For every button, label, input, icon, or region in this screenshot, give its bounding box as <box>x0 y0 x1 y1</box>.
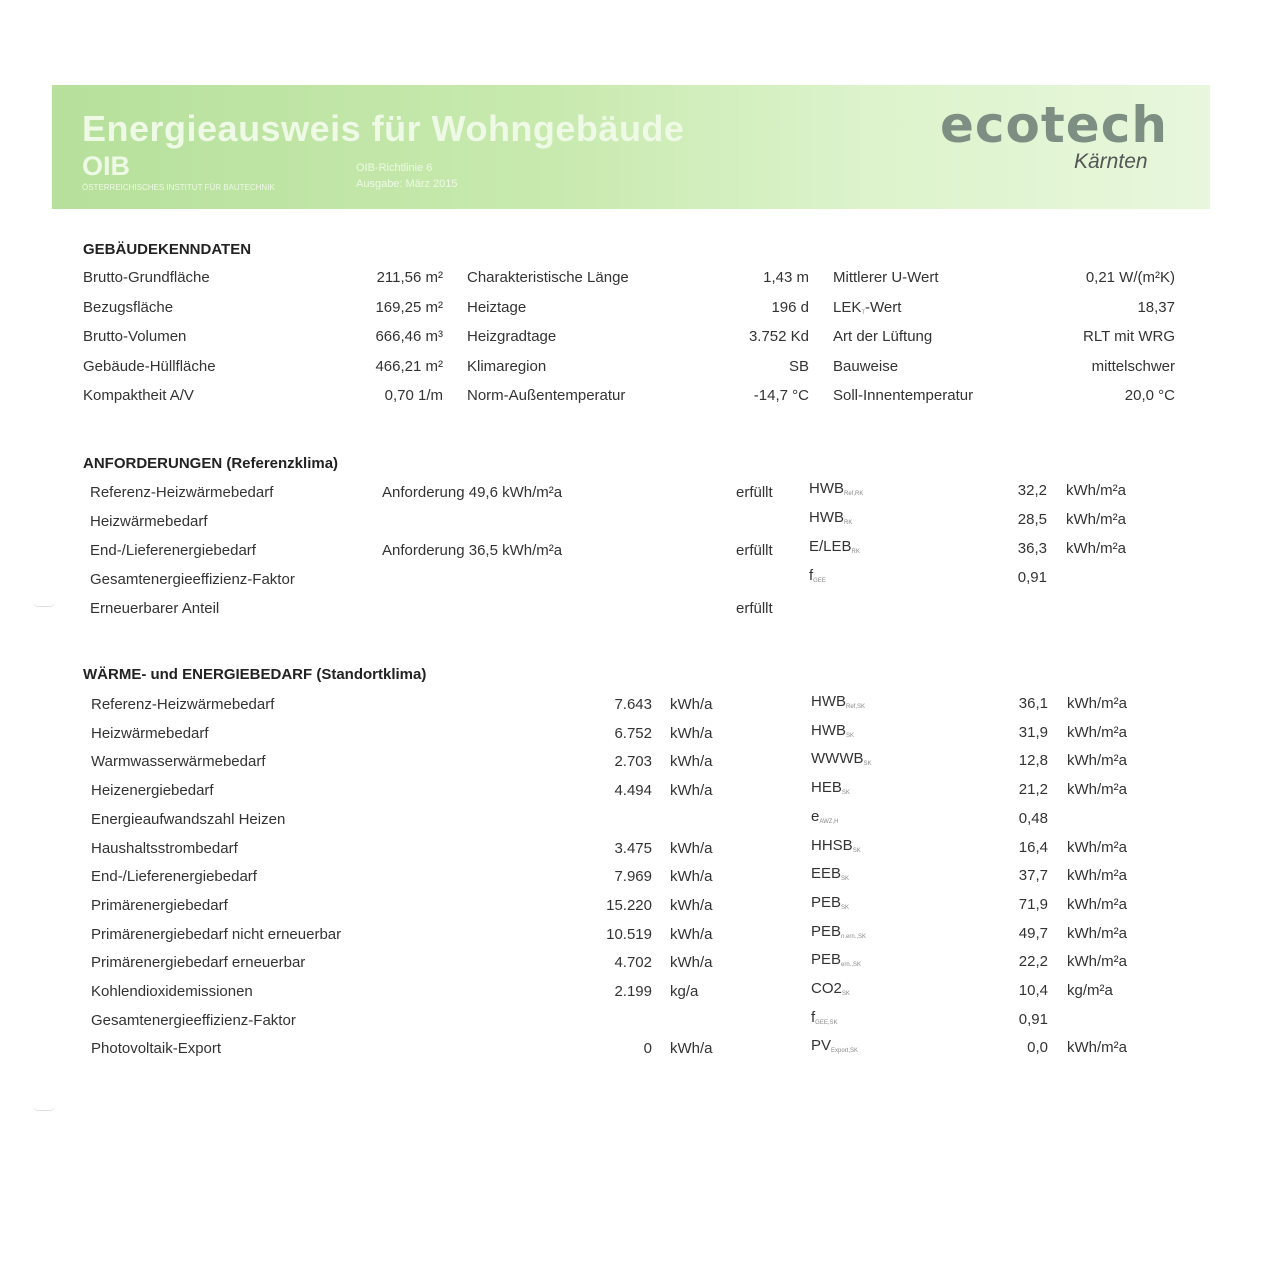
energy-symbol: $WWWB_{SK}$ <box>811 750 872 768</box>
energy-label: Warmwasserwärmebedarf <box>91 753 266 771</box>
energy-specific-unit: kWh/m²a <box>1067 838 1127 856</box>
energy-absolute-value: 7.969 <box>614 868 652 886</box>
requirement-label: Erneuerbarer Anteil <box>90 600 220 617</box>
building-label: Brutto-Volumen <box>83 328 187 345</box>
requirement-limit: Anforderung 36,5 kWh/m²a <box>382 542 563 559</box>
energy-specific-value: 10,4 <box>1018 982 1048 999</box>
energy-label: End-/Lieferenergiebedarf <box>91 868 257 886</box>
building-label: Norm-Außentemperatur <box>467 387 626 404</box>
section-heading-gebaeudekenndaten: GEBÄUDEKENNDATEN <box>83 241 252 258</box>
energy-absolute-value: 7.643 <box>614 696 652 713</box>
energy-symbol: $HWB_{Ref,SK}$ <box>811 693 866 710</box>
energy-label: Primärenergiebedarf nicht erneuerbar <box>91 925 342 943</box>
energy-specific-unit: kWh/m²a <box>1067 1039 1127 1057</box>
energy-specific-value: 0,91 <box>1018 1010 1048 1028</box>
edition-label: Ausgabe: März 2015 <box>356 178 458 190</box>
energy-symbol: $EEB_{SK}$ <box>811 865 850 883</box>
energy-specific-value: 22,2 <box>1018 953 1048 971</box>
energy-absolute-value: 15.220 <box>606 896 652 914</box>
requirement-status: erfüllt <box>736 542 773 559</box>
requirement-value: 0,91 <box>1017 569 1047 586</box>
energy-label: Heizenergiebedarf <box>91 782 214 800</box>
requirement-symbol: $f_{GEE}$ <box>809 567 826 584</box>
energy-label: Referenz-Heizwärmebedarf <box>91 696 275 713</box>
energy-symbol: $e_{AWZ,H}$ <box>811 807 839 825</box>
requirement-symbol: $E/LEB_{RK}$ <box>809 538 860 555</box>
energy-specific-unit: kWh/m²a <box>1067 924 1127 942</box>
energy-symbol: $CO2_{SK}$ <box>811 980 850 997</box>
energy-specific-unit: kWh/m²a <box>1067 895 1127 913</box>
requirement-symbol: $HWB_{Ref,RK}$ <box>809 480 864 497</box>
requirement-label: Heizwärmebedarf <box>90 513 208 530</box>
energy-specific-unit: kWh/m²a <box>1067 953 1127 971</box>
energy-absolute-unit: kg/a <box>670 983 699 1000</box>
building-value: 18,37 <box>1137 298 1175 316</box>
building-value: mittelschwer <box>1091 357 1175 375</box>
energy-label: Energieaufwandszahl Heizen <box>91 810 286 828</box>
requirement-value: 36,3 <box>1017 540 1047 557</box>
energy-absolute-value: 2.703 <box>614 753 652 771</box>
energy-specific-unit: kWh/m²a <box>1067 752 1127 770</box>
requirement-symbol: $HWB_{RK}$ <box>809 509 853 526</box>
requirement-value: 32,2 <box>1017 482 1047 499</box>
energy-specific-unit: kWh/m²a <box>1067 781 1127 799</box>
energy-absolute-unit: kWh/a <box>670 1040 713 1058</box>
document-title: Energieausweis für Wohngebäude <box>82 108 685 149</box>
energy-label: Gesamtenergieeffizienz-Faktor <box>91 1011 296 1029</box>
energy-absolute-unit: kWh/a <box>670 696 713 713</box>
energy-symbol: $HHSB_{SK}$ <box>811 836 861 854</box>
building-label: Mittlerer U-Wert <box>833 269 939 286</box>
energy-absolute-unit: kWh/a <box>670 839 713 857</box>
energy-specific-value: 49,7 <box>1018 924 1048 942</box>
energy-absolute-value: 10.519 <box>606 925 652 943</box>
requirement-limit: Anforderung 49,6 kWh/m²a <box>382 484 563 501</box>
energy-specific-value: 21,2 <box>1018 781 1048 799</box>
building-label: $LEK_T$-Wert <box>833 298 902 316</box>
energy-absolute-unit: kWh/a <box>670 954 713 972</box>
building-value: 1,43 m <box>763 269 809 286</box>
energy-symbol: $PV_{Export,SK}$ <box>811 1037 859 1055</box>
building-label: Soll-Innentemperatur <box>833 387 974 404</box>
energy-absolute-value: 0 <box>643 1040 652 1058</box>
energy-specific-value: 31,9 <box>1018 723 1048 741</box>
energy-absolute-value: 4.494 <box>614 782 652 800</box>
requirement-status: erfüllt <box>736 484 773 501</box>
energy-specific-value: 0,0 <box>1027 1039 1048 1057</box>
requirement-unit: kWh/m²a <box>1066 511 1126 528</box>
building-label: Brutto-Grundfläche <box>83 269 210 286</box>
energy-absolute-value: 3.475 <box>614 839 652 857</box>
energy-absolute-unit: kWh/a <box>670 724 713 742</box>
energy-symbol: $PEB_{SK}$ <box>811 893 850 911</box>
building-value: 20,0 °C <box>1124 387 1175 404</box>
punch-hole-mark <box>32 1104 56 1111</box>
building-label: Heiztage <box>467 298 527 316</box>
energy-label: Kohlendioxidemissionen <box>91 983 253 1000</box>
requirement-label: End-/Lieferenergiebedarf <box>90 542 256 559</box>
section-heading-waerme-energiebedarf: WÄRME- und ENERGIEBEDARF (Standortklima) <box>83 666 427 683</box>
requirement-label: Referenz-Heizwärmebedarf <box>90 484 274 501</box>
ecotech-logo: ecotech <box>940 96 1168 154</box>
building-label: Art der Lüftung <box>833 328 933 345</box>
building-label: Heizgradtage <box>467 328 557 345</box>
energy-specific-value: 0,48 <box>1018 809 1048 827</box>
building-value: RLT mit WRG <box>1083 328 1175 345</box>
energy-specific-value: 71,9 <box>1018 895 1048 913</box>
building-value: -14,7 °C <box>753 387 809 404</box>
energy-label: Haushaltsstrombedarf <box>91 839 238 857</box>
oib-subtitle: ÖSTERREICHISCHES INSTITUT FÜR BAUTECHNIK <box>82 183 275 192</box>
energy-symbol: $PEB_{n.ern.,SK}$ <box>811 922 867 940</box>
energy-absolute-value: 2.199 <box>614 983 652 1000</box>
energy-specific-value: 37,7 <box>1018 867 1048 885</box>
requirement-unit: kWh/m²a <box>1066 482 1126 499</box>
building-label: Charakteristische Länge <box>467 269 629 286</box>
energy-specific-value: 16,4 <box>1018 838 1048 856</box>
guideline-label: OIB-Richtlinie 6 <box>356 162 433 174</box>
building-value: 666,46 m³ <box>375 328 443 345</box>
building-value: 466,21 m² <box>375 357 443 375</box>
energy-absolute-value: 4.702 <box>614 954 652 972</box>
energy-symbol: $HWB_{SK}$ <box>811 721 855 739</box>
building-label: Kompaktheit A/V <box>83 387 194 404</box>
energy-symbol: $HEB_{SK}$ <box>811 779 850 797</box>
energy-symbol: $PEB_{ern.,SK}$ <box>811 951 862 969</box>
requirement-value: 28,5 <box>1017 511 1047 528</box>
section-heading-anforderungen: ANFORDERUNGEN (Referenzklima) <box>83 455 339 472</box>
building-value: 169,25 m² <box>375 298 443 316</box>
building-value: SB <box>788 357 809 375</box>
oib-label: OIB <box>82 151 131 181</box>
requirement-status: erfüllt <box>736 600 773 617</box>
requirement-unit: kWh/m²a <box>1066 540 1126 557</box>
energy-specific-unit: kWh/m²a <box>1067 867 1127 885</box>
building-value: 0,21 W/(m²K) <box>1085 269 1175 286</box>
energy-label: Primärenergiebedarf <box>91 896 228 914</box>
building-label: Gebäude-Hüllfläche <box>83 357 216 375</box>
energy-specific-unit: kg/m²a <box>1067 982 1113 999</box>
energy-label: Heizwärmebedarf <box>91 724 209 742</box>
building-value: 3.752 Kd <box>748 328 809 345</box>
building-value: 196 d <box>771 298 809 316</box>
energy-absolute-unit: kWh/a <box>670 753 713 771</box>
building-label: Klimaregion <box>467 357 547 375</box>
energy-specific-value: 12,8 <box>1018 752 1048 770</box>
energy-absolute-unit: kWh/a <box>670 782 713 800</box>
energy-specific-value: 36,1 <box>1018 695 1048 712</box>
requirement-label: Gesamtenergieeffizienz-Faktor <box>90 571 295 588</box>
energy-label: Primärenergiebedarf erneuerbar <box>91 954 306 972</box>
energy-specific-unit: kWh/m²a <box>1067 695 1127 712</box>
energy-absolute-value: 6.752 <box>614 724 652 742</box>
energy-specific-unit: kWh/m²a <box>1067 723 1127 741</box>
punch-hole-mark <box>32 600 56 607</box>
energy-absolute-unit: kWh/a <box>670 896 713 914</box>
energy-absolute-unit: kWh/a <box>670 868 713 886</box>
logo-region: Kärnten <box>1074 150 1148 173</box>
energy-symbol: $f_{GEE,SK}$ <box>811 1008 838 1026</box>
energy-label: Photovoltaik-Export <box>91 1040 222 1058</box>
building-label: Bezugsfläche <box>83 298 174 316</box>
energy-absolute-unit: kWh/a <box>670 925 713 943</box>
building-label: Bauweise <box>833 357 899 375</box>
building-value: 0,70 1/m <box>384 387 443 404</box>
building-value: 211,56 m² <box>376 269 443 286</box>
